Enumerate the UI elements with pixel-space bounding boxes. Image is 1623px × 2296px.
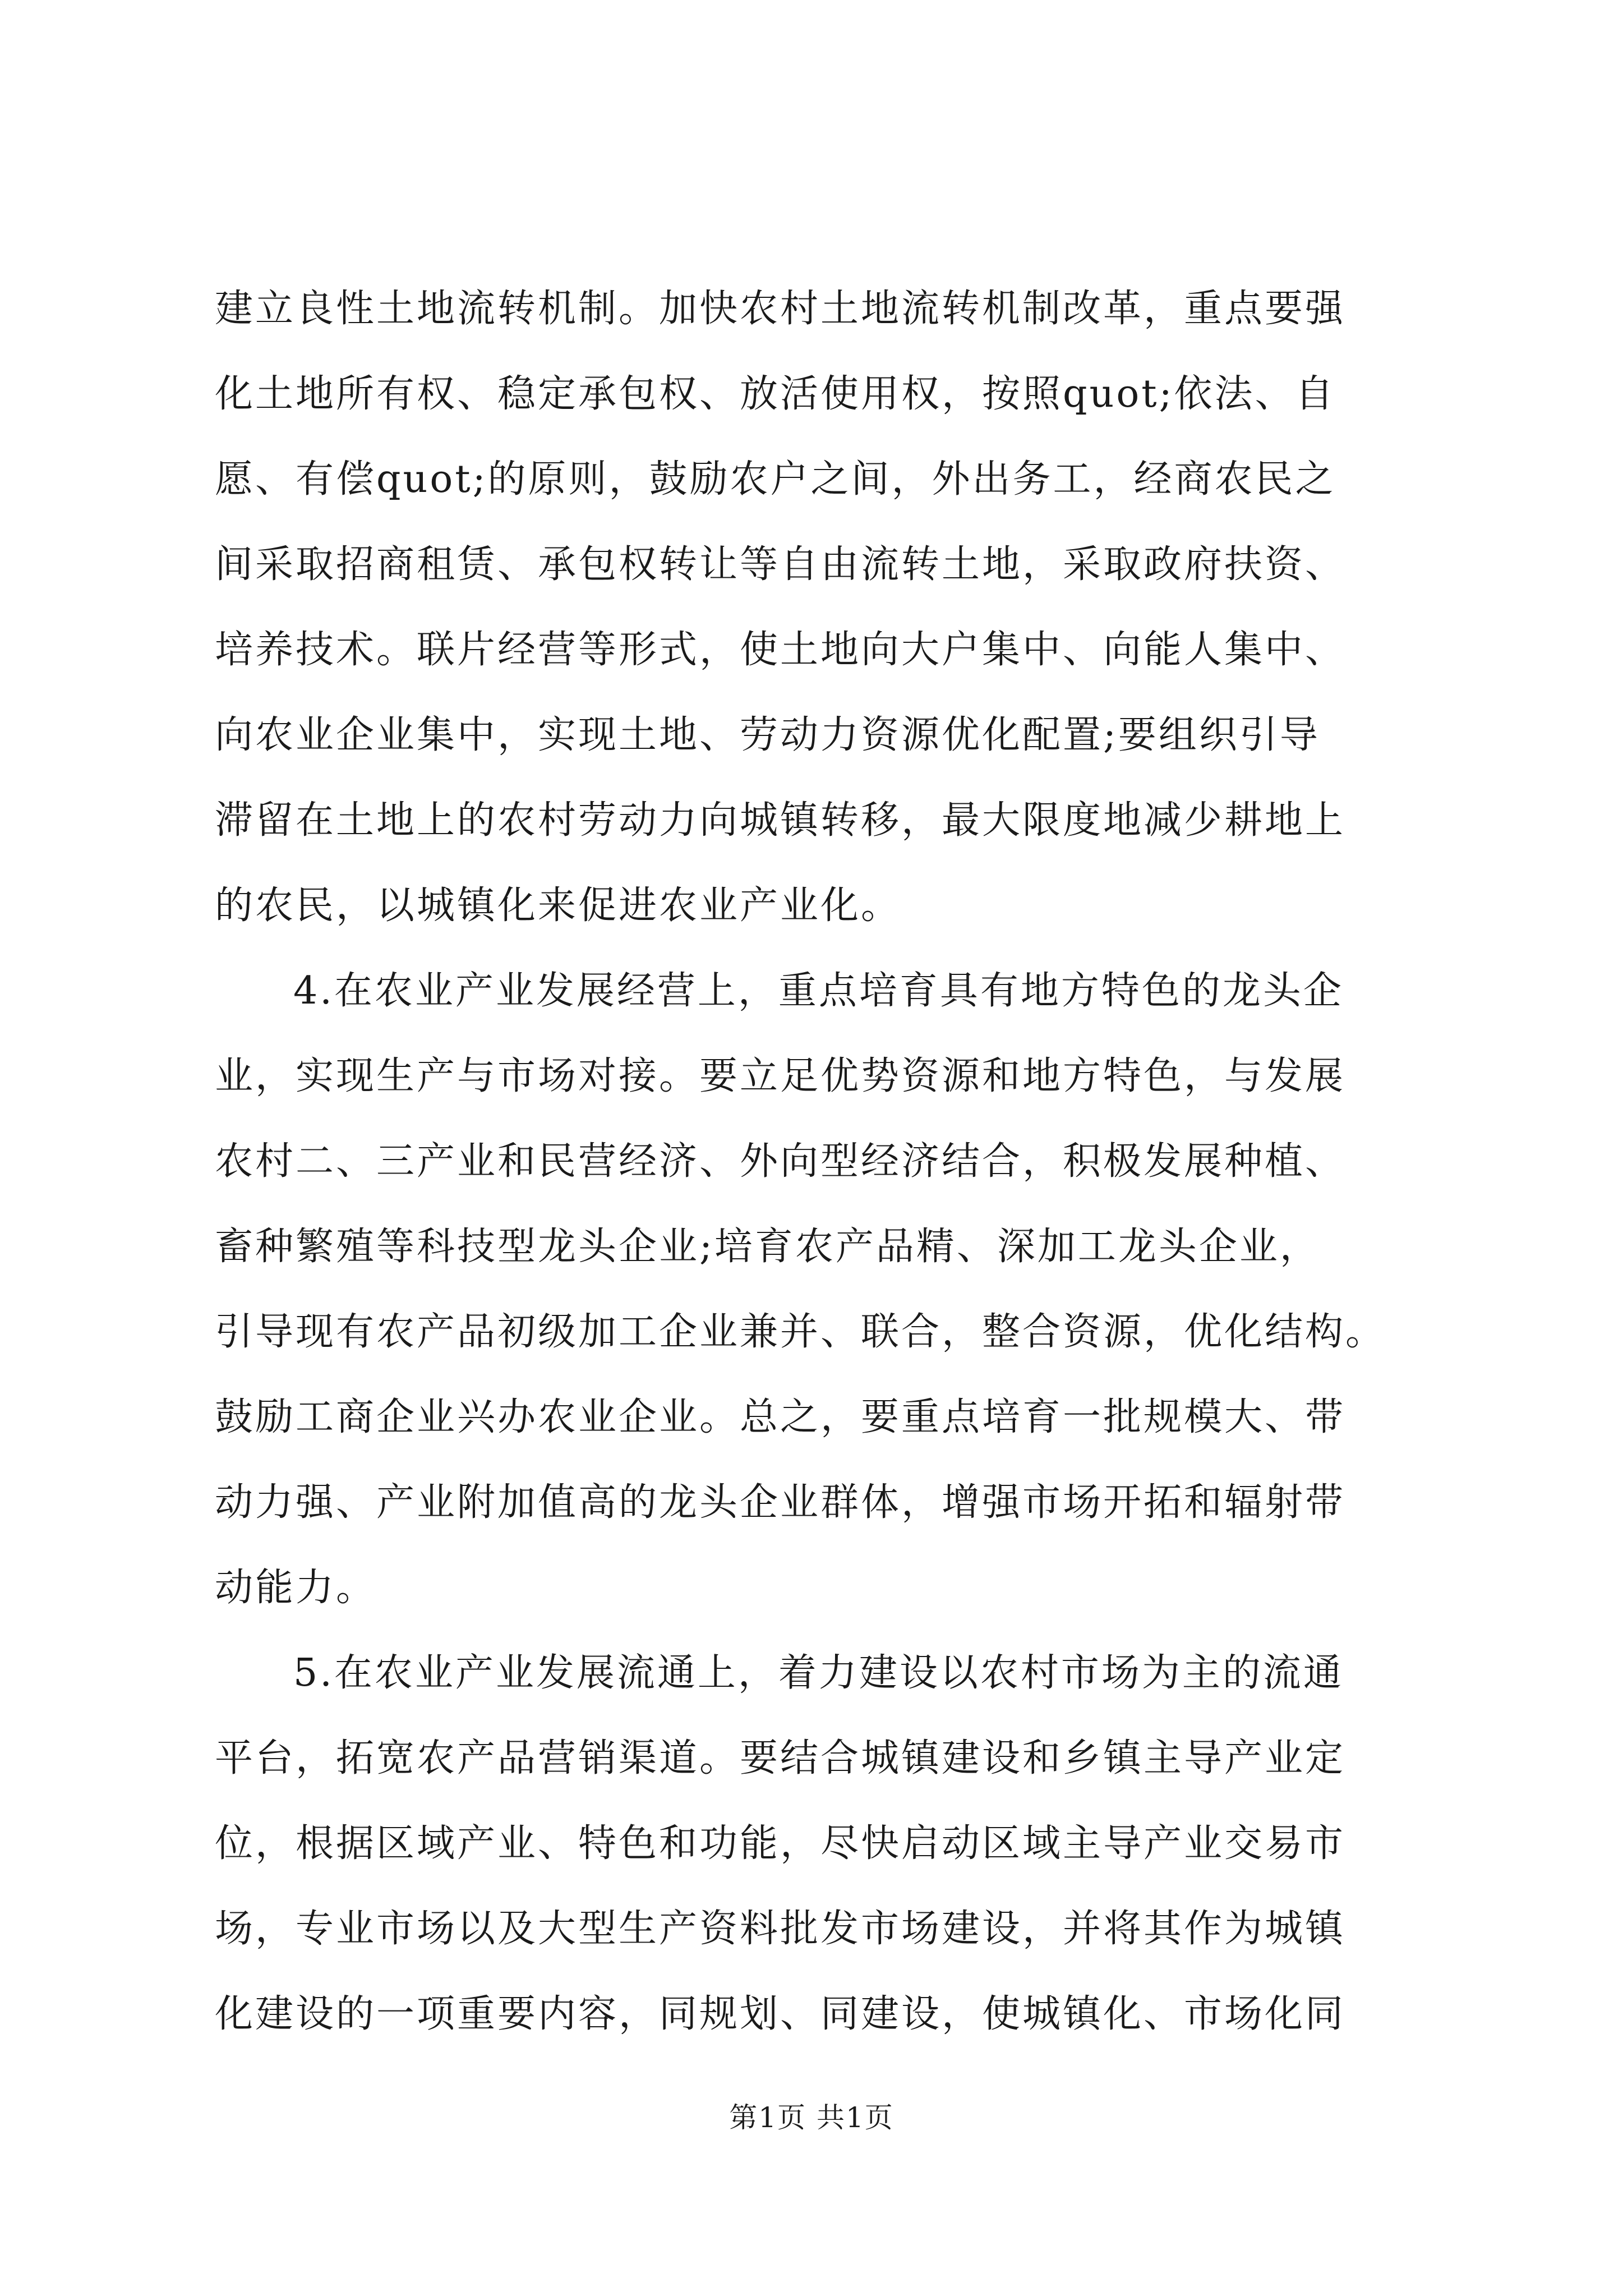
paragraph-land-transfer [215, 266, 1421, 949]
text-line: 培养技术。联片经营等形式，使土地向大户集中、向能人集中、 [215, 628, 1346, 672]
text-line: 间采取招商租赁、承包权转让等自由流转土地，采取政府扶资、 [215, 542, 1346, 587]
text-line: 位，根据区域产业、特色和功能，尽快启动区域主导产业交易市 [215, 1821, 1346, 1866]
text-line: 的农民，以城镇化来促进农业产业化。 [215, 884, 902, 928]
text-line: 场，专业市场以及大型生产资料批发市场建设，并将其作为城镇 [215, 1907, 1346, 1951]
text-line: 滞留在土地上的农村劳动力向城镇转移，最大限度地减少耕地上 [215, 798, 1346, 843]
paragraph-circulation-platform [215, 1631, 1421, 2057]
text-line: 愿、有偿quot;的原则，鼓励农户之间，外出务工，经商农民之 [215, 457, 1336, 501]
text-line: 化建设的一项重要内容，同规划、同建设，使城镇化、市场化同 [215, 1992, 1346, 2036]
text-line: 农村二、三产业和民营经济、外向型经济结合，积极发展种植、 [215, 1139, 1346, 1184]
text-line: 畜种繁殖等科技型龙头企业;培育农产品精、深加工龙头企业， [215, 1225, 1320, 1269]
paragraph-leading-enterprises [215, 949, 1421, 1631]
text-line: 化土地所有权、稳定承包权、放活使用权，按照quot;依法、自 [215, 372, 1336, 416]
text-line: 动能力。 [215, 1566, 377, 1610]
text-line: 鼓励工商企业兴办农业企业。总之，要重点培育一批规模大、带 [215, 1395, 1346, 1439]
page-number-footer: 第1页 共1页 [729, 2101, 894, 2134]
text-line: 引导现有农产品初级加工企业兼并、联合，整合资源，优化结构。 [215, 1310, 1386, 1354]
text-line: 4.在农业产业发展经营上，重点培育具有地方特色的龙头企 [293, 969, 1344, 1013]
text-line: 平台，拓宽农产品营销渠道。要结合城镇建设和乡镇主导产业定 [215, 1736, 1346, 1780]
text-line: 动力强、产业附加值高的龙头企业群体，增强市场开拓和辐射带 [215, 1480, 1346, 1525]
text-line: 5.在农业产业发展流通上，着力建设以农村市场为主的流通 [293, 1651, 1344, 1695]
text-line: 业，实现生产与市场对接。要立足优势资源和地方特色，与发展 [215, 1054, 1346, 1098]
text-line: 向农业企业集中，实现土地、劳动力资源优化配置;要组织引导 [215, 713, 1320, 757]
document-body [215, 266, 1421, 2057]
text-line: 建立良性土地流转机制。加快农村土地流转机制改革，重点要强 [215, 287, 1346, 331]
